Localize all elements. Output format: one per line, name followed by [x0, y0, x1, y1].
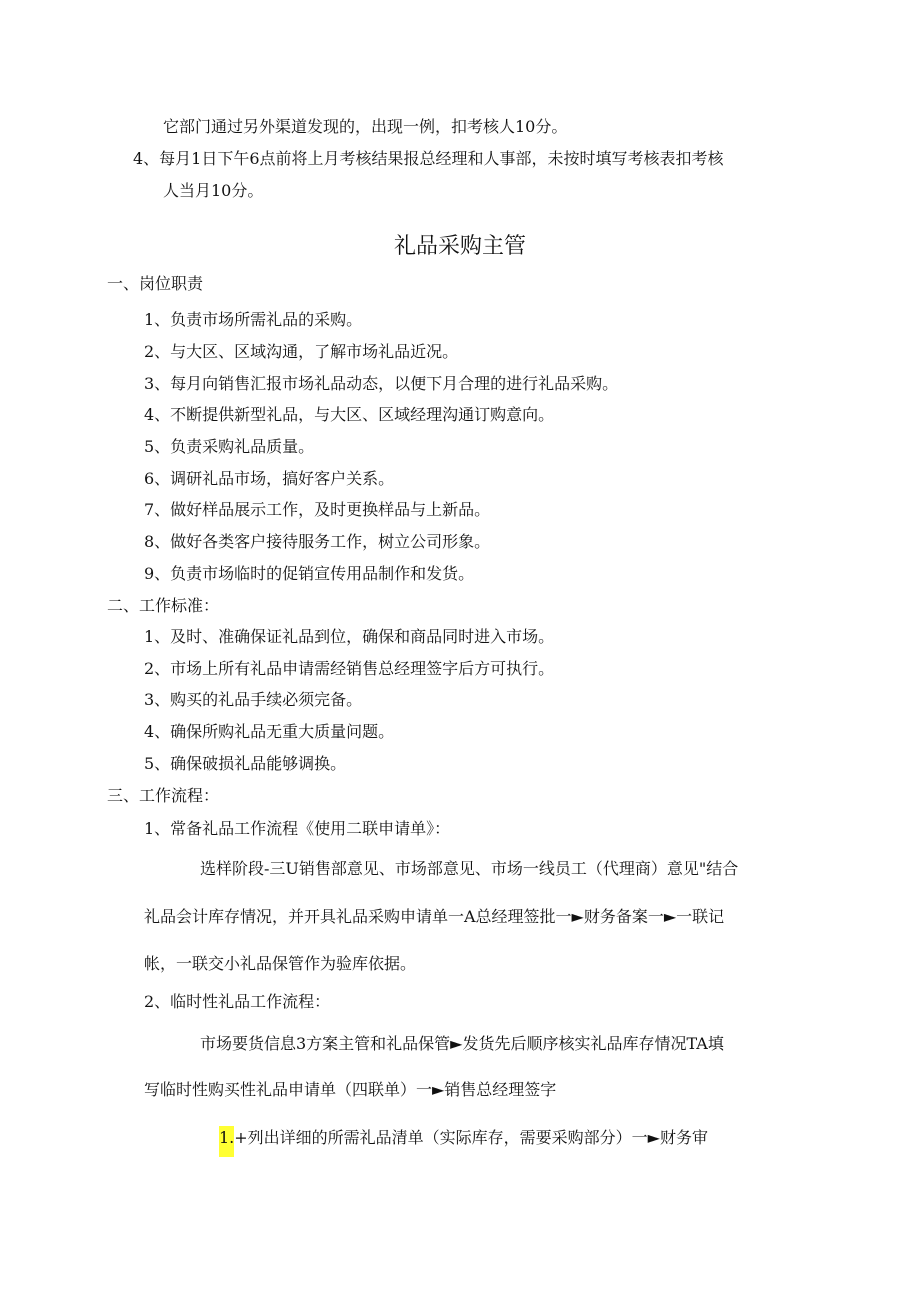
- flow1-text-line: 帐，一联交小礼品保管作为验库依据。: [144, 954, 417, 973]
- duty-item: 3、每月向销售汇报市场礼品动态，以便下月合理的进行礼品采购。: [144, 374, 619, 393]
- duty-item: 4、不断提供新型礼品，与大区、区域经理沟通订购意向。: [144, 405, 555, 424]
- section-title: 礼品采购主管: [393, 234, 526, 259]
- flow2-text-line-rest: +列出详细的所需礼品清单（实际库存，需要采购部分）一►财务审: [234, 1128, 708, 1147]
- flow1-heading: 1、常备礼品工作流程《使用二联申请单》：: [144, 819, 451, 838]
- flow1-text-line: 礼品会计库存情况，并开具礼品采购申请单一A总经理签批一►财务备案一►一联记: [144, 907, 725, 926]
- flow1-text-line: 选样阶段-三U销售部意见、市场部意见、市场一线员工（代理商）意见"结合: [200, 859, 739, 878]
- standard-item: 5、确保破损礼品能够调换。: [144, 754, 347, 773]
- duty-item: 1、负责市场所需礼品的采购。: [144, 310, 363, 329]
- duty-item: 2、与大区、区域沟通，了解市场礼品近况。: [144, 342, 459, 361]
- flow2-text-line: [219, 1127, 708, 1149]
- duty-item: 5、负责采购礼品质量。: [144, 437, 315, 456]
- standard-item: 1、及时、准确保证礼品到位，确保和商品同时进入市场。: [144, 627, 555, 646]
- duty-item: 8、做好各类客户接待服务工作，树立公司形象。: [144, 532, 491, 551]
- flow2-text-line: 市场要货信息3方案主管和礼品保管►发货先后顺序核实礼品库存情况TA填: [200, 1034, 724, 1053]
- assessment-item-4: 4、每月1日下午6点前将上月考核结果报总经理和人事部，未按时填写考核表扣考核: [133, 149, 724, 168]
- heading-work-standards: 二、工作标准：: [107, 596, 220, 615]
- duty-item: 7、做好样品展示工作，及时更换样品与上新品。: [144, 500, 491, 519]
- flow2-text-line: 写临时性购买性礼品申请单（四联单）一►销售总经理签字: [144, 1080, 557, 1099]
- continued-text-line: 它部门通过另外渠道发现的，出现一例，扣考核人10分。: [163, 117, 568, 136]
- duty-item: 6、调研礼品市场，搞好客户关系。: [144, 469, 395, 488]
- highlighted-marker: 1.: [219, 1126, 234, 1157]
- standard-item: 2、市场上所有礼品申请需经销售总经理签字后方可执行。: [144, 659, 555, 678]
- heading-work-flow: 三、工作流程：: [107, 786, 220, 805]
- flow2-heading: 2、临时性礼品工作流程：: [144, 992, 331, 1011]
- assessment-item-4-continued: 人当月10分。: [163, 181, 264, 200]
- heading-job-duties: 一、岗位职责: [107, 274, 204, 293]
- duty-item: 9、负责市场临时的促销宣传用品制作和发货。: [144, 564, 475, 583]
- standard-item: 3、购买的礼品手续必须完备。: [144, 690, 363, 709]
- standard-item: 4、确保所购礼品无重大质量问题。: [144, 722, 395, 741]
